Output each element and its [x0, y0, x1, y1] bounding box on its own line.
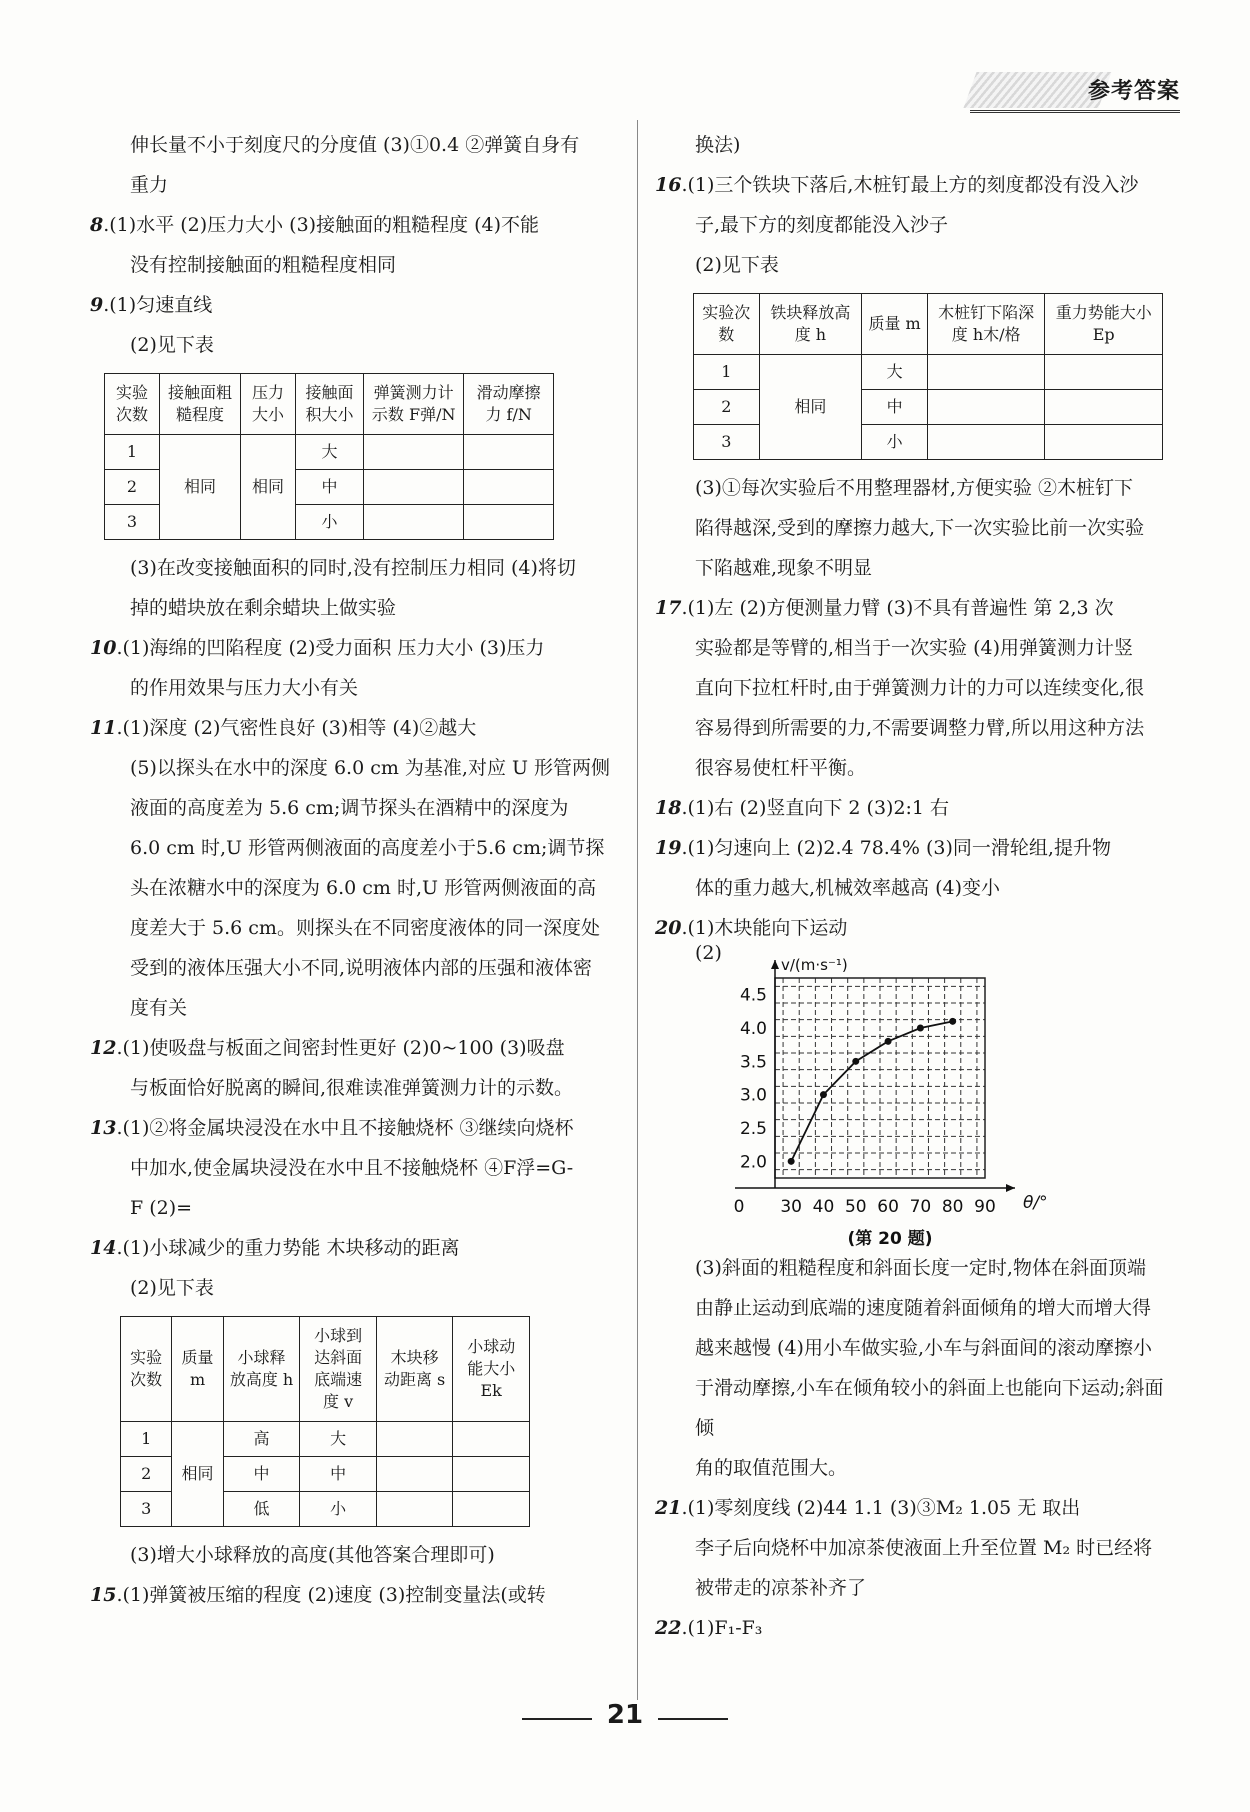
answer-20 [655, 908, 1165, 948]
table-cell [376, 1457, 453, 1492]
table-cell [1045, 390, 1163, 425]
table-header-cell: 重力势能大小 Ep [1045, 294, 1163, 355]
y-tick-label: 3.0 [739, 1085, 767, 1106]
y-tick-label: 4.5 [739, 985, 767, 1006]
table-cell [1045, 355, 1163, 390]
table-cell: 1 [694, 355, 760, 390]
page-footer [0, 1700, 1250, 1730]
table-header-cell: 小球释放高度 h [223, 1317, 300, 1422]
question-number: 13 [90, 1117, 117, 1139]
right-column [655, 125, 1165, 1648]
answer-text: .(1)右 (2)竖直向下 2 (3)2:1 右 [681, 797, 950, 819]
x-tick-label: 40 [812, 1197, 835, 1217]
velocity-angle-chart [695, 948, 1055, 1248]
page-number: 21 [606, 1700, 644, 1730]
answer-text: .(1)弹簧被压缩的程度 (2)速度 (3)控制变量法(或转 [116, 1584, 546, 1606]
x-axis-label: θ/° [1023, 1193, 1048, 1213]
data-point [917, 1025, 924, 1032]
x-tick-label: 90 [974, 1197, 996, 1217]
answer-20-part2-label: (2) [695, 942, 722, 964]
answer-17 [655, 588, 1165, 628]
table-header-cell: 接触面积大小 [296, 374, 364, 435]
answer-text: .(1)②将金属块浸没在水中且不接触烧杯 ③继续向烧杯 [116, 1117, 574, 1139]
answer-text: .(1)零刻度线 (2)44 1.1 (3)③M₂ 1.05 无 取出 [681, 1497, 1081, 1519]
table-cell [464, 435, 554, 470]
table-row [121, 1422, 530, 1457]
x-tick-label: 80 [941, 1197, 964, 1217]
answer-14 [90, 1228, 625, 1268]
answer-15 [90, 1575, 625, 1615]
answer-text: .(1)水平 (2)压力大小 (3)接触面的粗糙程度 (4)不能 [103, 214, 540, 236]
table-question-16 [693, 293, 1163, 460]
question-number: 11 [90, 717, 117, 739]
table-cell: 中 [300, 1457, 377, 1492]
table-cell: 大 [862, 355, 928, 390]
table-header-cell: 铁块释放高度 h [759, 294, 862, 355]
answer-10-line: 的作用效果与压力大小有关 [130, 677, 359, 699]
answer-11 [90, 708, 625, 748]
answer-20-line: 于滑动摩擦,小车在倾角较小的斜面上也能向下运动;斜面倾 [695, 1377, 1164, 1439]
table-cell: 3 [105, 505, 160, 540]
table-header-cell: 实验次数 [694, 294, 760, 355]
answer-11-line: 度差大于 5.6 cm。则探头在不同密度液体的同一深度处 [130, 917, 600, 939]
answer-13 [90, 1108, 625, 1148]
table-cell: 相同 [160, 435, 241, 540]
header-rule [970, 110, 1180, 113]
table-row [105, 435, 554, 470]
answer-19 [655, 828, 1165, 868]
question-number: 8 [90, 214, 104, 236]
x-tick-label: 70 [909, 1197, 932, 1217]
table-cell: 相同 [172, 1422, 223, 1527]
answer-11-line: 度有关 [130, 997, 188, 1019]
answer-13-line: 中加水,使金属块浸没在水中且不接触烧杯 ④F浮=G- [130, 1157, 574, 1179]
header-tag [970, 70, 1180, 110]
table-cell: 大 [296, 435, 364, 470]
table-header-cell: 接触面粗糙程度 [160, 374, 241, 435]
table-header-cell: 滑动摩擦力 f/N [464, 374, 554, 435]
table-cell [927, 355, 1045, 390]
question-number: 15 [90, 1584, 117, 1606]
x-tick-label: 60 [877, 1197, 899, 1217]
table-cell: 相同 [759, 355, 862, 460]
question-number: 17 [655, 597, 682, 619]
table-cell: 小 [300, 1492, 377, 1527]
answer-20-line: 由静止运动到底端的速度随着斜面倾角的增大而增大得 [695, 1297, 1152, 1319]
answer-7-continued-line: 重力 [130, 174, 169, 196]
answer-14-line: (3)增大小球释放的高度(其他答案合理即可) [130, 1544, 495, 1566]
question-number: 16 [655, 174, 682, 196]
table-cell: 小 [296, 505, 364, 540]
table-header-row [105, 374, 554, 435]
table-cell [376, 1492, 453, 1527]
figure-caption: (第 20 题) [847, 1229, 933, 1248]
question-number: 12 [90, 1037, 117, 1059]
answer-8-line: 没有控制接触面的粗糙程度相同 [130, 254, 397, 276]
answer-8 [90, 205, 625, 245]
question-number: 20 [655, 917, 682, 939]
table-question-14 [120, 1316, 530, 1527]
table-cell: 中 [223, 1457, 300, 1492]
answer-11-line: 头在浓糖水中的深度为 6.0 cm 时,U 形管两侧液面的高 [130, 877, 597, 899]
footer-ornament-left [522, 1718, 592, 1720]
table-cell [453, 1457, 530, 1492]
table-header-row [694, 294, 1163, 355]
table-header-cell: 小球动能大小 Ek [453, 1317, 530, 1422]
answer-16-line: 子,最下方的刻度都能没入沙子 [695, 214, 949, 236]
table-question-9 [104, 373, 554, 540]
answer-13-line: F (2)= [130, 1197, 193, 1219]
answer-16-line: (3)①每次实验后不用整理器材,方便实验 ②木桩钉下 [695, 477, 1133, 499]
answer-11-line: (5)以探头在水中的深度 6.0 cm 为基准,对应 U 形管两侧 [130, 757, 611, 779]
answer-20-line: 越来越慢 (4)用小车做实验,小车与斜面间的滚动摩擦小 [695, 1337, 1152, 1359]
table-cell: 1 [121, 1422, 172, 1457]
answer-16 [655, 165, 1165, 205]
table-cell: 高 [223, 1422, 300, 1457]
table-cell [464, 505, 554, 540]
answer-9-line: (3)在改变接触面积的同时,没有控制压力相同 (4)将切 [130, 557, 576, 579]
x-tick-label: 0 [733, 1197, 745, 1217]
answer-text: .(1)左 (2)方便测量力臂 (3)不具有普遍性 第 2,3 次 [681, 597, 1114, 619]
y-axis-arrow [771, 960, 779, 969]
table-cell [363, 505, 463, 540]
y-tick-label: 3.5 [739, 1052, 767, 1073]
answer-21-line: 李子后向烧杯中加凉茶使液面上升至位置 M₂ 时已经将 [695, 1537, 1153, 1559]
question-number: 19 [655, 837, 682, 859]
answer-text: .(1)木块能向下运动 [681, 917, 848, 939]
data-point [885, 1038, 892, 1045]
question-number: 9 [90, 294, 104, 316]
table-cell: 中 [296, 470, 364, 505]
question-number: 10 [90, 637, 117, 659]
table-header-cell: 弹簧测力计示数 F弹/N [363, 374, 463, 435]
answer-text: .(1)使吸盘与板面之间密封性更好 (2)0~100 (3)吸盘 [116, 1037, 565, 1059]
answer-text: .(1)匀速直线 [103, 294, 213, 316]
table-header-cell: 实验次数 [121, 1317, 172, 1422]
answer-11-line: 受到的液体压强大小不同,说明液体内部的压强和液体密 [130, 957, 593, 979]
table-header-cell: 实验次数 [105, 374, 160, 435]
question-number: 21 [655, 1497, 682, 1519]
answer-17-line: 直向下拉杠杆时,由于弹簧测力计的力可以连续变化,很 [695, 677, 1145, 699]
answer-9-line: (2)见下表 [130, 334, 214, 356]
y-tick-label: 2.0 [739, 1152, 767, 1173]
answer-16-line: 陷得越深,受到的摩擦力越大,下一次实验比前一次实验 [695, 517, 1145, 539]
table-cell: 2 [694, 390, 760, 425]
table-cell [927, 425, 1045, 460]
table-cell [376, 1422, 453, 1457]
x-tick-label: 30 [780, 1197, 802, 1217]
column-divider [637, 120, 638, 1700]
table-cell [927, 390, 1045, 425]
answer-7-continued-line: 伸长量不小于刻度尺的分度值 (3)①0.4 ②弹簧自身有 [130, 134, 580, 156]
answer-11-line: 液面的高度差为 5.6 cm;调节探头在酒精中的深度为 [130, 797, 569, 819]
answer-19-line: 体的重力越大,机械效率越高 (4)变小 [695, 877, 1000, 899]
answer-text: .(1)匀速向上 (2)2.4 78.4% (3)同一滑轮组,提升物 [681, 837, 1111, 859]
table-cell [1045, 425, 1163, 460]
answer-11-line: 6.0 cm 时,U 形管两侧液面的高度差小于5.6 cm;调节探 [130, 837, 605, 859]
question-number: 14 [90, 1237, 117, 1259]
table-header-cell: 木桩钉下陷深度 h木/格 [927, 294, 1045, 355]
data-point [852, 1058, 859, 1065]
answer-12 [90, 1028, 625, 1068]
table-cell: 3 [121, 1492, 172, 1527]
y-tick-label: 4.0 [739, 1019, 767, 1039]
table-cell [363, 470, 463, 505]
answer-9-line: 掉的蜡块放在剩余蜡块上做实验 [130, 597, 397, 619]
table-header-cell: 小球到达斜面底端速度 v [300, 1317, 377, 1422]
data-point [820, 1091, 827, 1098]
header-label: 参考答案 [1087, 79, 1180, 104]
answer-20-line: (3)斜面的粗糙程度和斜面长度一定时,物体在斜面顶端 [695, 1257, 1146, 1279]
table-header-cell: 质量 m [862, 294, 928, 355]
answer-17-line: 实验都是等臂的,相当于一次实验 (4)用弹簧测力计竖 [695, 637, 1133, 659]
table-header-row [121, 1317, 530, 1422]
answer-text: .(1)三个铁块下落后,木桩钉最上方的刻度都没有没入沙 [681, 174, 1139, 196]
answer-17-line: 很容易使杠杆平衡。 [695, 757, 867, 779]
table-cell [363, 435, 463, 470]
x-tick-label: 50 [844, 1197, 867, 1217]
answer-text: .(1)海绵的凹陷程度 (2)受力面积 压力大小 (3)压力 [116, 637, 545, 659]
answer-21-line: 被带走的凉茶补齐了 [695, 1577, 867, 1599]
answer-text: .(1)深度 (2)气密性良好 (3)相等 (4)②越大 [116, 717, 477, 739]
answer-18 [655, 788, 1165, 828]
table-cell: 相同 [240, 435, 295, 540]
answer-21 [655, 1488, 1165, 1528]
answer-14-line: (2)见下表 [130, 1277, 214, 1299]
answer-15-continued-line: 换法) [695, 134, 741, 156]
answer-9 [90, 285, 625, 325]
answer-10 [90, 628, 625, 668]
data-point [788, 1158, 795, 1165]
y-axis-label: v/(m·s⁻¹) [781, 956, 848, 974]
table-cell: 中 [862, 390, 928, 425]
footer-ornament-right [658, 1718, 728, 1720]
answer-17-line: 容易得到所需要的力,不需要调整力臂,所以用这种方法 [695, 717, 1145, 739]
table-cell: 小 [862, 425, 928, 460]
answer-text: .(1)小球减少的重力势能 木块移动的距离 [116, 1237, 460, 1259]
table-cell: 3 [694, 425, 760, 460]
answer-16-line: (2)见下表 [695, 254, 779, 276]
y-tick-label: 2.5 [739, 1119, 767, 1139]
table-cell [453, 1492, 530, 1527]
question-number: 18 [655, 797, 682, 819]
table-cell: 2 [121, 1457, 172, 1492]
table-cell [464, 470, 554, 505]
table-row [694, 355, 1163, 390]
table-header-cell: 压力大小 [240, 374, 295, 435]
data-point [949, 1018, 956, 1025]
table-cell: 大 [300, 1422, 377, 1457]
figure-question-20 [695, 942, 1165, 1248]
table-cell [453, 1422, 530, 1457]
table-header-cell: 木块移动距离 s [376, 1317, 453, 1422]
x-axis-arrow [1006, 1184, 1015, 1192]
left-column [90, 125, 625, 1615]
table-cell: 2 [105, 470, 160, 505]
table-header-cell: 质量 m [172, 1317, 223, 1422]
question-number: 22 [655, 1617, 682, 1639]
table-cell: 低 [223, 1492, 300, 1527]
answer-12-line: 与板面恰好脱离的瞬间,很难读准弹簧测力计的示数。 [130, 1077, 574, 1099]
answer-16-line: 下陷越难,现象不明显 [695, 557, 873, 579]
answer-22 [655, 1608, 1165, 1648]
answer-20-line: 角的取值范围大。 [695, 1457, 848, 1479]
table-cell: 1 [105, 435, 160, 470]
answer-text: .(1)F₁-F₃ [681, 1617, 763, 1639]
